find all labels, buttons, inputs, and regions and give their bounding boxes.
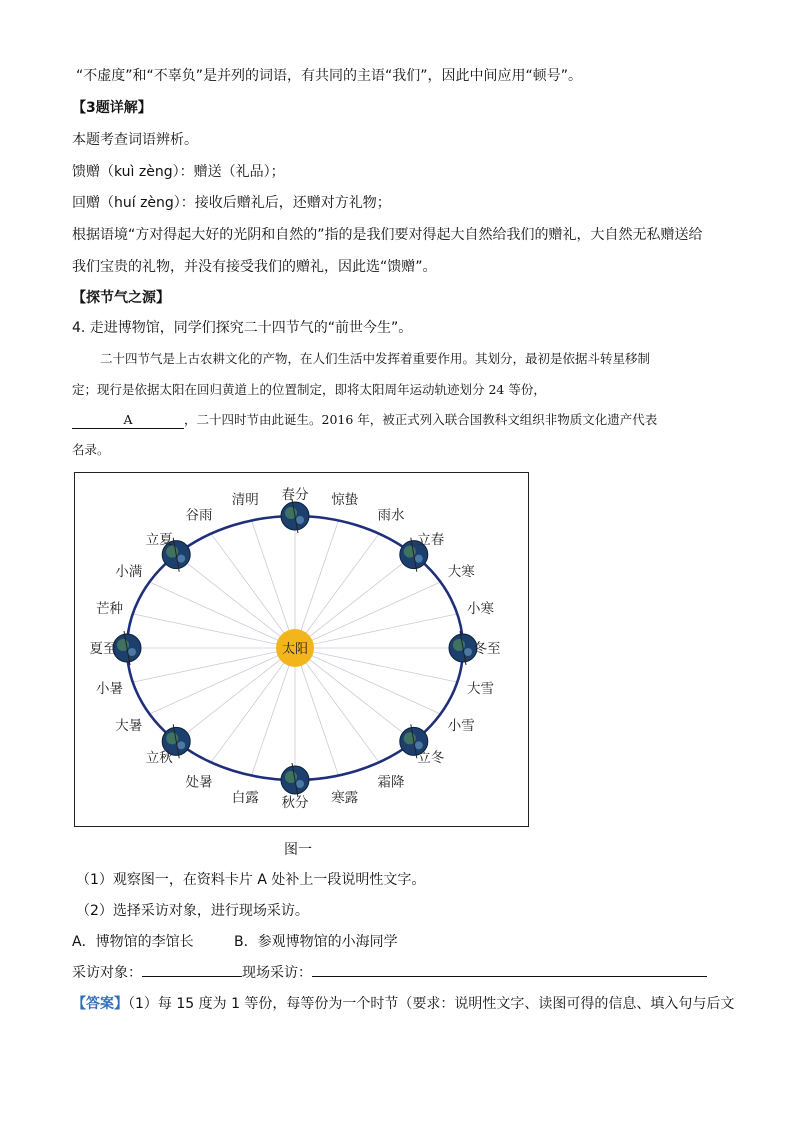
term-label: 秋分	[281, 795, 309, 811]
spoke-line	[252, 648, 295, 776]
term-label: 处暑	[185, 774, 213, 791]
text-line-4: 馈赠（kuì zèng）：赠送（礼品）；	[72, 164, 285, 180]
term-label: 小暑	[96, 680, 124, 697]
term-label: 大暑	[115, 718, 143, 734]
spoke-line	[295, 648, 457, 682]
term-label: 小雪	[447, 718, 475, 734]
term-label: 夏至	[89, 641, 117, 657]
spoke-line	[295, 648, 379, 762]
spoke-line	[295, 648, 414, 741]
earth-sea-mark	[415, 555, 423, 563]
term-label: 芒种	[96, 601, 124, 618]
spoke-line	[176, 555, 295, 648]
info-card-text-3-rest: ，二十四时节由此诞生。2016 年，被正式列入联合国教科文组织非物质文化遗产代表	[184, 412, 658, 427]
earth-sea-mark	[296, 516, 304, 524]
option-a: A．博物馆的李馆长	[72, 934, 194, 950]
term-label: 雨水	[377, 507, 405, 524]
answer-tag: 【答案】	[72, 996, 128, 1012]
text-line-5: 回赠（huí zèng）：接收后赠礼后，还赠对方礼物；	[72, 195, 391, 211]
term-label: 小寒	[466, 601, 494, 618]
earth-sea-mark	[296, 780, 304, 788]
term-label: 大寒	[447, 564, 475, 580]
spoke-line	[252, 520, 295, 648]
info-card-text-4: 名录。	[72, 442, 110, 457]
spoke-line	[211, 534, 295, 648]
figure-caption: 图一	[284, 842, 312, 858]
info-card-text-3	[72, 410, 722, 430]
spoke-line	[295, 582, 440, 648]
text-line-7: 我们宝贵的礼物，并没有接受我们的赠礼，因此选“馈赠”。	[72, 259, 437, 275]
earth-sea-mark	[415, 741, 423, 749]
term-label: 谷雨	[185, 507, 213, 524]
question-4-2: （2）选择采访对象，进行现场采访。	[76, 903, 309, 919]
solar-terms-svg	[75, 473, 528, 826]
spoke-line	[295, 614, 457, 648]
info-card-text-1: 二十四节气是上古农耕文化的产物，在人们生活中发挥着重要作用。其划分，最初是依据斗转星移制	[100, 351, 651, 366]
onsite-label: 现场采访：	[242, 965, 312, 981]
term-label: 寒露	[331, 789, 359, 806]
term-label: 立秋	[145, 749, 173, 766]
term-label: 惊蛰	[331, 492, 359, 509]
answer-text: （1）每 15 度为 1 等份，每等份为一个时节（要求：说明性文字、读图可得的信息、填入句与后文	[128, 996, 735, 1012]
term-label: 霜降	[377, 774, 405, 791]
term-label: 春分	[281, 487, 309, 503]
term-label: 立夏	[145, 532, 173, 549]
earth-sea-mark	[464, 648, 472, 656]
question-4-1: （1）观察图一，在资料卡片 A 处补上一段说明性文字。	[76, 872, 426, 888]
spoke-line	[133, 648, 295, 682]
earth-sea-mark	[177, 555, 185, 563]
question-4-stem: 4. 走进博物馆，同学们探究二十四节气的“前世今生”。	[72, 320, 413, 336]
earth-sea-mark	[177, 741, 185, 749]
term-label: 白露	[231, 789, 259, 806]
text-line-1: “不虚度”和“不辜负”是并列的词语，有共同的主语“我们”，因此中间应用“顿号”。	[76, 68, 583, 84]
text-line-3: 本题考查词语辨析。	[72, 132, 198, 148]
interviewee-label: 采访对象：	[72, 965, 142, 981]
spoke-line	[150, 648, 295, 714]
spoke-line	[211, 648, 295, 762]
spoke-line	[295, 520, 338, 648]
term-label: 小满	[115, 564, 143, 580]
spoke-line	[133, 614, 295, 648]
interviewee-blank[interactable]	[142, 976, 242, 977]
interview-row	[72, 963, 707, 983]
term-label: 冬至	[473, 641, 501, 657]
spoke-line	[295, 534, 379, 648]
spoke-line	[295, 648, 338, 776]
section-heading-q3: 【3题详解】	[72, 100, 152, 116]
spoke-line	[176, 648, 295, 741]
term-label: 立冬	[417, 749, 445, 766]
spoke-line	[150, 582, 295, 648]
section-heading-solar-terms: 【探节气之源】	[72, 290, 170, 306]
term-label: 清明	[231, 492, 259, 509]
earth-sea-mark	[128, 648, 136, 656]
solar-terms-diagram	[74, 472, 529, 827]
spoke-line	[295, 648, 440, 714]
answer-line	[72, 994, 734, 1014]
term-label: 大雪	[466, 680, 494, 697]
sun-label: 太阳	[281, 642, 309, 657]
blank-a[interactable]: A	[72, 412, 184, 429]
info-card-text-2: 定；现行是依据太阳在回归黄道上的位置制定，即将太阳周年运动轨迹划分 24 等份，	[72, 382, 546, 397]
text-line-6: 根据语境“方对得起大好的光阴和自然的”指的是我们要对得起大自然给我们的赠礼，大自然无私赠送给	[72, 227, 703, 243]
option-b: B．参观博物馆的小海同学	[234, 934, 398, 950]
onsite-blank[interactable]	[312, 976, 707, 977]
spoke-line	[295, 555, 414, 648]
term-label: 立春	[417, 532, 445, 549]
